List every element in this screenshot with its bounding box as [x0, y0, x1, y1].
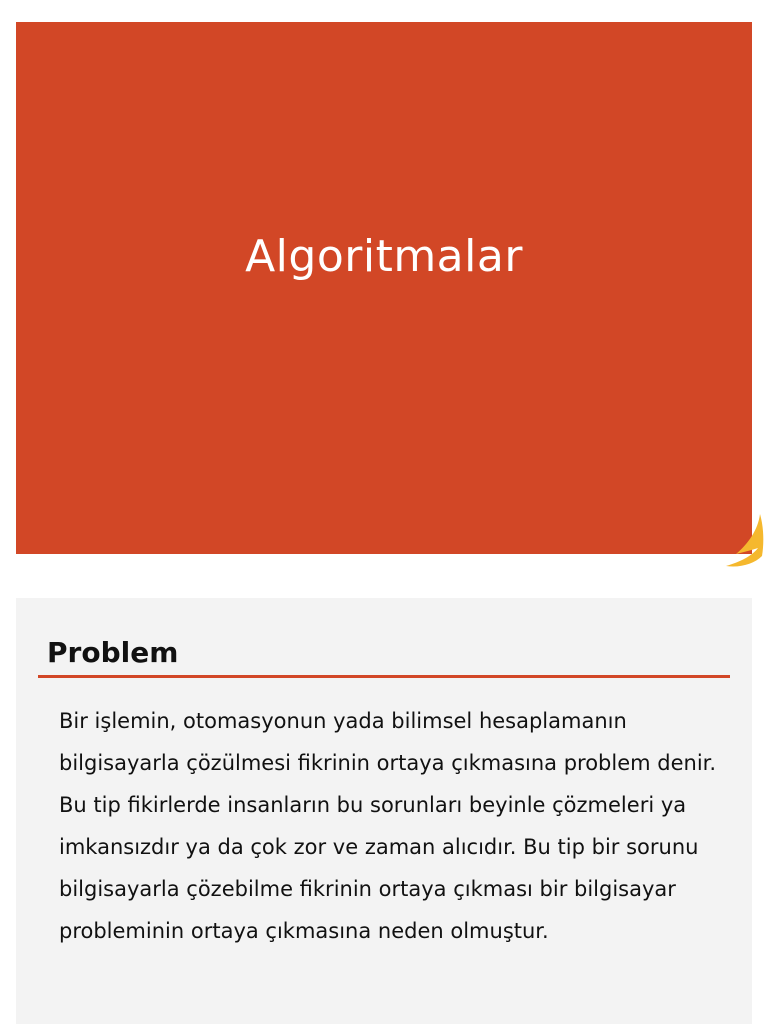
title-slide — [16, 22, 752, 554]
section-heading: Problem — [47, 636, 179, 669]
slide-title: Algoritmalar — [245, 230, 523, 282]
decorative-accent-shape — [722, 510, 766, 572]
body-paragraph: Bir işlemin, otomasyonun yada bilimsel hesaplamanın bilgisayarla çözülmesi fikrinin ortaya çıkmasına problem denir. Bu tip fikirlerde insanların bu sorunları beyinle çözmeleri ya imkansızdır ya da çok zor ve zaman alıcıdır. Bu tip bir sorunu bilgisayarla çözebilme fikrinin ortaya çıkması bir bilgisayar probleminin ortaya çıkmasına neden olmuştur. — [59, 709, 717, 943]
heading-divider — [38, 675, 730, 678]
content-slide — [16, 598, 752, 1024]
